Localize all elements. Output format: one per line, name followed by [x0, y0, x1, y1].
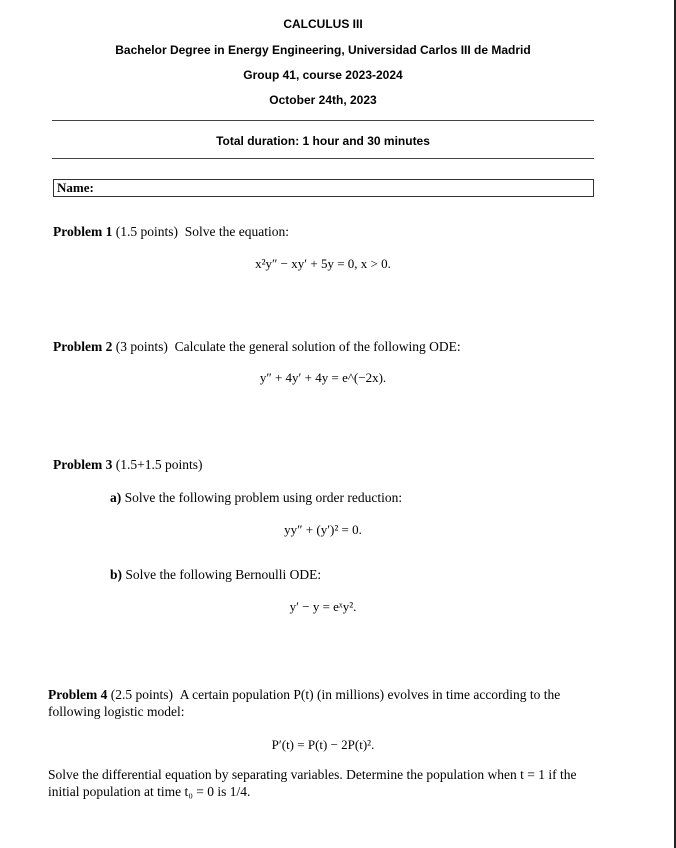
duration-value: 1 hour and 30 minutes	[302, 134, 430, 148]
problem-4-statement: A certain population P(t) (in millions) evolves in time according to the following logistic model:	[48, 687, 561, 719]
problem-3-title: Problem 3	[53, 457, 113, 472]
degree-line: Bachelor Degree in Energy Engineering, Universidad Carlos III de Madrid	[115, 43, 531, 57]
problem-4-followup: Solve the differential equation by separating variables. Determine the population when t = 1 if the initial population at time t₀ = 0 is 1/4.	[48, 767, 577, 799]
duration-label: Total duration:	[216, 134, 300, 148]
problem-2-points: (3 points)	[115, 339, 168, 354]
name-label: Name:	[57, 180, 94, 195]
bottom-rule	[52, 158, 594, 159]
problem-3a-label: a)	[110, 490, 122, 505]
problem-3b-equation: y′ − y = eˣy².	[289, 599, 357, 614]
problem-1-heading	[53, 224, 289, 240]
name-field[interactable]	[53, 179, 594, 197]
problem-4-equation: P′(t) = P(t) − 2P(t)².	[271, 737, 375, 752]
top-rule	[52, 120, 594, 121]
course-title: CALCULUS III	[283, 17, 363, 31]
problem-4-points: (2.5 points)	[110, 687, 173, 702]
date-line: October 24th, 2023	[269, 93, 377, 107]
problem-1-title: Problem 1	[53, 224, 113, 239]
duration-line	[0, 134, 646, 148]
problem-4-heading	[48, 686, 596, 720]
problem-1-equation: x²y″ − xy′ + 5y = 0, x > 0.	[255, 256, 391, 271]
problem-3a-line	[110, 490, 402, 506]
problem-2-title: Problem 2	[53, 339, 113, 354]
problem-4-title: Problem 4	[48, 687, 108, 702]
group-line: Group 41, course 2023-2024	[243, 68, 403, 82]
problem-3a-statement: Solve the following problem using order reduction:	[124, 490, 403, 505]
problem-2-statement: Calculate the general solution of the following ODE:	[174, 339, 461, 354]
problem-3a-equation: yy″ + (y′)² = 0.	[284, 522, 362, 537]
problem-2-heading	[53, 339, 461, 355]
problem-3b-label: b)	[110, 567, 123, 582]
problem-3-points: (1.5+1.5 points)	[115, 457, 203, 472]
problem-3b-line	[110, 567, 321, 583]
problem-1-points: (1.5 points)	[115, 224, 178, 239]
problem-3-heading	[53, 457, 203, 473]
problem-3b-statement: Solve the following Bernoulli ODE:	[125, 567, 322, 582]
problem-2-equation: y″ + 4y′ + 4y = e^(−2x).	[259, 370, 387, 385]
problem-1-statement: Solve the equation:	[184, 224, 289, 239]
